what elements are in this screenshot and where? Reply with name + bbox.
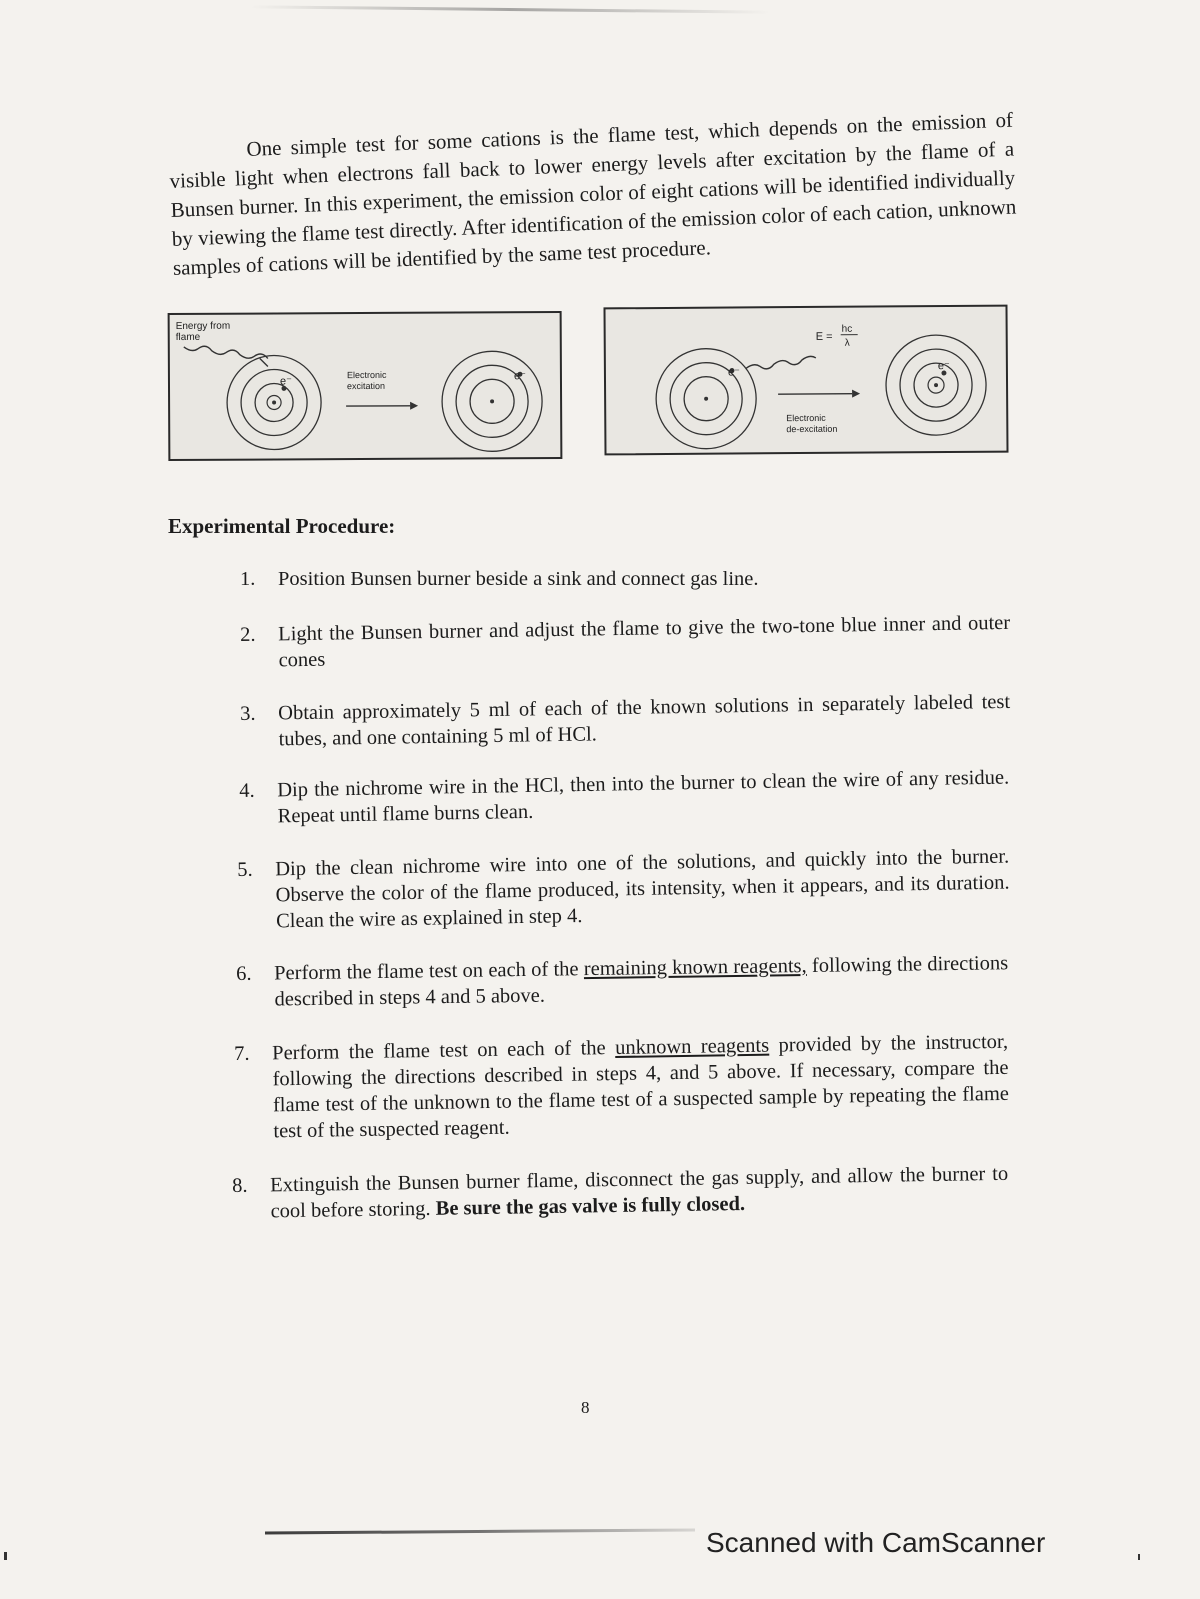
procedure-step-2 bbox=[240, 610, 1011, 674]
step-text-post: following the directions described in steps 4 and 5 above. bbox=[274, 952, 1009, 1011]
step-number: 5. bbox=[237, 858, 253, 881]
procedure-step-3 bbox=[240, 689, 1011, 753]
electron-label-left: e⁻ bbox=[279, 375, 292, 388]
scan-shadow-bottom bbox=[265, 1528, 695, 1534]
edge-mark-right bbox=[1138, 1554, 1140, 1560]
step-text bbox=[272, 1029, 1010, 1145]
camscanner-watermark: Scanned with CamScanner bbox=[706, 1527, 1046, 1558]
procedure-heading: Experimental Procedure: bbox=[168, 514, 396, 538]
procedure-step-8 bbox=[232, 1161, 1009, 1225]
procedure-step-7 bbox=[234, 1029, 1010, 1145]
excitation-label-line2: excitation bbox=[346, 380, 386, 392]
page-number: 8 bbox=[581, 1398, 590, 1417]
step-text: Light the Bunsen burner and adjust the flame to give the two-tone blue inner and outer cones bbox=[278, 611, 1011, 672]
step-text-bold: Be sure the gas valve is fully closed. bbox=[435, 1192, 746, 1220]
step-text-pre: Perform the flame test on each of the bbox=[274, 958, 584, 985]
energy-equation-lhs: E = bbox=[815, 330, 833, 343]
step-text-underlined: unknown reagents bbox=[614, 1034, 770, 1060]
step-number: 6. bbox=[236, 962, 252, 985]
step-number: 1. bbox=[240, 568, 256, 590]
step-text bbox=[274, 950, 1009, 1012]
step-text-pre: Perform the flame test on each of the bbox=[272, 1037, 616, 1065]
energy-equation-denominator: λ bbox=[844, 337, 850, 349]
electron-label-excited: e⁻ bbox=[513, 370, 526, 383]
step-text bbox=[270, 1161, 1009, 1225]
step-text: Position Bunsen burner beside a sink and connect gas line. bbox=[278, 568, 759, 590]
de-excitation-label-line1: Electronic bbox=[786, 412, 826, 424]
step-text: Dip the clean nichrome wire into one of the solutions, and quickly into the burner. Observe the color of the flame produced, its intensity, when it appears, and its duration. Clean the wire as explained in step 4. bbox=[275, 845, 1010, 933]
procedure-step-6 bbox=[236, 950, 1009, 1013]
de-excitation-label-line2: de-excitation bbox=[786, 423, 838, 435]
procedure-step-1 bbox=[240, 566, 1010, 592]
electron-label-ground: e⁻ bbox=[937, 359, 950, 373]
step-number: 4. bbox=[239, 779, 255, 802]
edge-mark-left bbox=[4, 1552, 7, 1560]
electron-label-excited: e⁻ bbox=[727, 366, 740, 379]
step-text: Obtain approximately 5 ml of each of the known solutions in separately labeled test tubes, and one containing 5 ml of HCl. bbox=[278, 690, 1011, 751]
excitation-label-line1: Electronic bbox=[346, 369, 387, 381]
energy-equation-numerator: hc bbox=[841, 323, 853, 335]
procedure-step-5 bbox=[237, 844, 1010, 935]
step-number: 8. bbox=[232, 1174, 248, 1197]
energy-label-line1: Energy from bbox=[175, 320, 231, 332]
step-text-pre: Extinguish the Bunsen burner flame, disconnect the gas supply, and allow the burner to cool before storing. bbox=[270, 1162, 1009, 1223]
step-text-underlined: remaining known reagents, bbox=[583, 955, 807, 981]
intro-text: One simple test for some cations is the flame test, which depends on the emission of visible light when electrons fall back to lower energy levels after excitation by the flame of a Bunsen burner. In this experiment, the emission color of eight cations will be identified individually by viewing the flame test directly. After identification of the emission color of each cation, unknown samples of cations will be identified by the same test procedure. bbox=[169, 107, 1017, 280]
step-number: 2. bbox=[240, 623, 256, 646]
step-number: 7. bbox=[234, 1042, 250, 1065]
step-text-post: provided by the instructor, following the directions described in steps 4, and 5 above. If necessary, compare the flame test of the unknown to the flame test of a suspected sample by repeating the flame test of the suspected reagent. bbox=[272, 1030, 1010, 1143]
energy-label-line2: flame bbox=[175, 331, 201, 343]
procedure-step-4 bbox=[239, 765, 1010, 830]
step-number: 3. bbox=[240, 702, 256, 725]
step-text: Dip the nichrome wire in the HCl, then into the burner to clean the wire of any residue. Repeat until flame burns clean. bbox=[277, 766, 1010, 828]
